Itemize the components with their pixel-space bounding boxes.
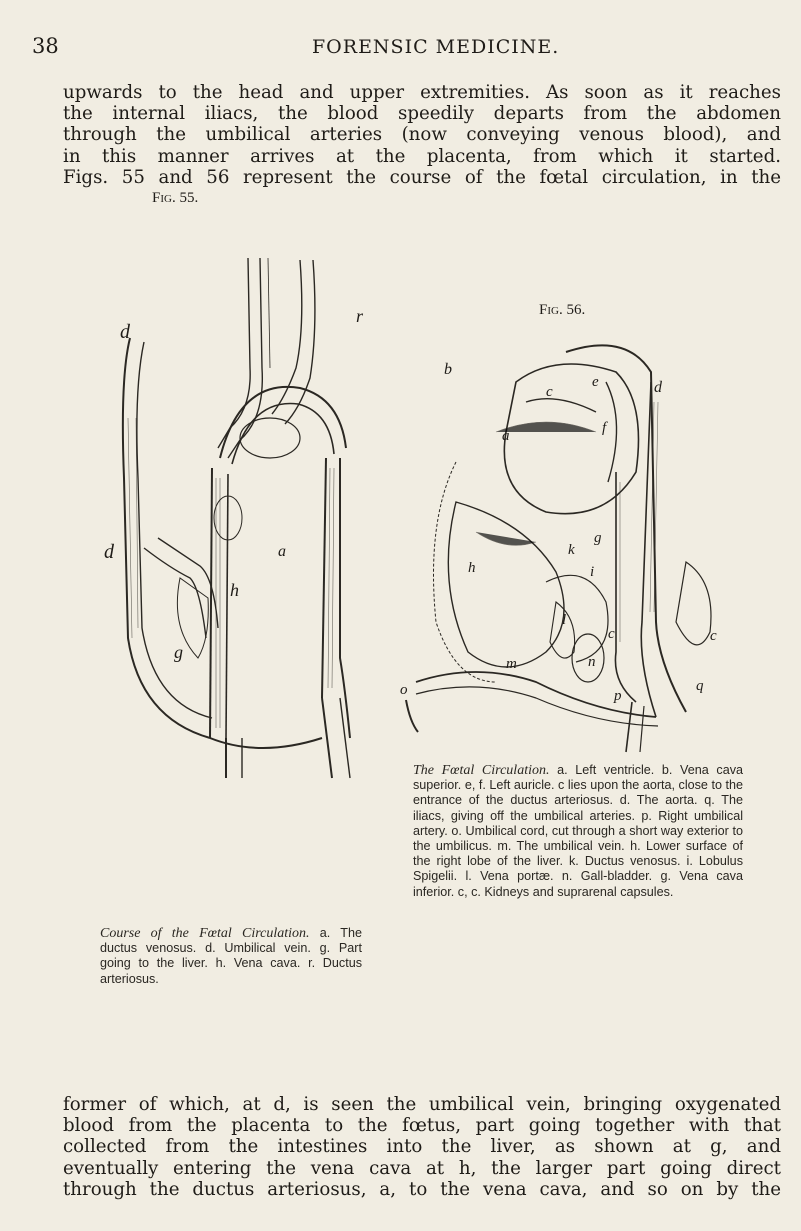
figure-55-caption [100, 926, 362, 987]
paragraph-bottom [63, 1094, 781, 1200]
fig56-letter-o: o [400, 682, 408, 698]
paragraph-line: eventually entering the vena cava at h, the larger part going direct [63, 1157, 781, 1179]
fig56-letter-p: p [614, 688, 622, 704]
figure-56-caption [413, 763, 743, 900]
paragraph-top [63, 82, 781, 188]
figure-55-caption-title: Course of the Fœtal Circulation. [100, 926, 310, 941]
fig56-letter-f: f [602, 420, 607, 436]
figure-55-label: Fig. 55. [152, 190, 199, 206]
fig56-letter-q: q [696, 678, 704, 694]
fig56-letter-n: n [588, 654, 596, 670]
paragraph-line: upwards to the head and upper extremities. As soon as it reaches [63, 82, 781, 103]
fig56-letter-b: b [444, 361, 452, 378]
paragraph-line: through the umbilical arteries (now conveying venous blood), and [63, 124, 781, 146]
fig56-letter-d: d [654, 379, 662, 396]
paragraph-line: collected from the intestines into the liver, as shown at g, and [63, 1136, 781, 1158]
figure-56-caption-title: The Fœtal Circulation. [413, 763, 550, 778]
figure-55-caption-body: a. The ductus venosus. d. Umbilical vein. g. Part going to the liver. h. Vena cava. r. Ductus arteriosus. [100, 926, 362, 986]
figure-55-illustration [100, 218, 370, 798]
paragraph-line: former of which, at d, is seen the umbilical vein, bringing oxygenated [63, 1094, 781, 1115]
fig56-letter-i: i [590, 564, 595, 580]
fig55-letter-d-side: d [104, 541, 114, 563]
paragraph-line: the internal iliacs, the blood speedily departs from the abdomen [63, 103, 781, 125]
figure-56-label: Fig. 56. [539, 302, 586, 318]
fig56-letter-e: e [592, 374, 599, 390]
paragraph-line: in this manner arrives at the placenta, from which it started. [63, 145, 781, 167]
fig55-letter-a: a [278, 543, 286, 560]
figure-56-caption-body: a. Left ventricle. b. Vena cava superior. e, f. Left auricle. c lies upon the aorta, close to the entrance of the ductus arteriosus. d. The aorta. q. The iliacs, giving off the umbilical arteries. p. Right umbilical artery. o. Umbilical cord, cut through a short way exterior to the umbilicus. m. The umbilical vein. h. Lower surface of the right lobe of the liver. k. Ductus venosus. i. Lobulus Spigelii. l. Vena portæ. n. Gall-bladder. g. Vena cava inferior. c, c. Kidneys and suprarenal capsules. [413, 763, 743, 899]
fig56-letter-c2: c [608, 626, 615, 642]
fig56-letter-h: h [468, 560, 476, 576]
fig56-letter-g: g [594, 530, 602, 546]
paragraph-line: Figs. 55 and 56 represent the course of the fœtal circulation, in the [63, 166, 781, 188]
fig55-letter-g: g [174, 642, 183, 662]
fig55-letter-d-top: d [120, 321, 130, 343]
paragraph-line: blood from the placenta to the fœtus, part going together with that [63, 1115, 781, 1137]
fig56-letter-m: m [506, 656, 517, 672]
fig56-letter-k: k [568, 542, 575, 558]
fig55-letter-r: r [356, 306, 364, 326]
fig55-letter-h: h [230, 580, 239, 600]
fig56-letter-a: a [502, 428, 510, 444]
paragraph-line: through the ductus arteriosus, a, to the vena cava, and so on by the [63, 1178, 781, 1200]
fig56-letter-l: l [562, 612, 567, 628]
fig56-letter-c1: c [546, 384, 553, 400]
figure-56-illustration [396, 322, 726, 762]
running-title: FORENSIC MEDICINE. [312, 36, 560, 58]
fig56-letter-c3: c [710, 628, 717, 644]
page-number: 38 [32, 34, 59, 58]
